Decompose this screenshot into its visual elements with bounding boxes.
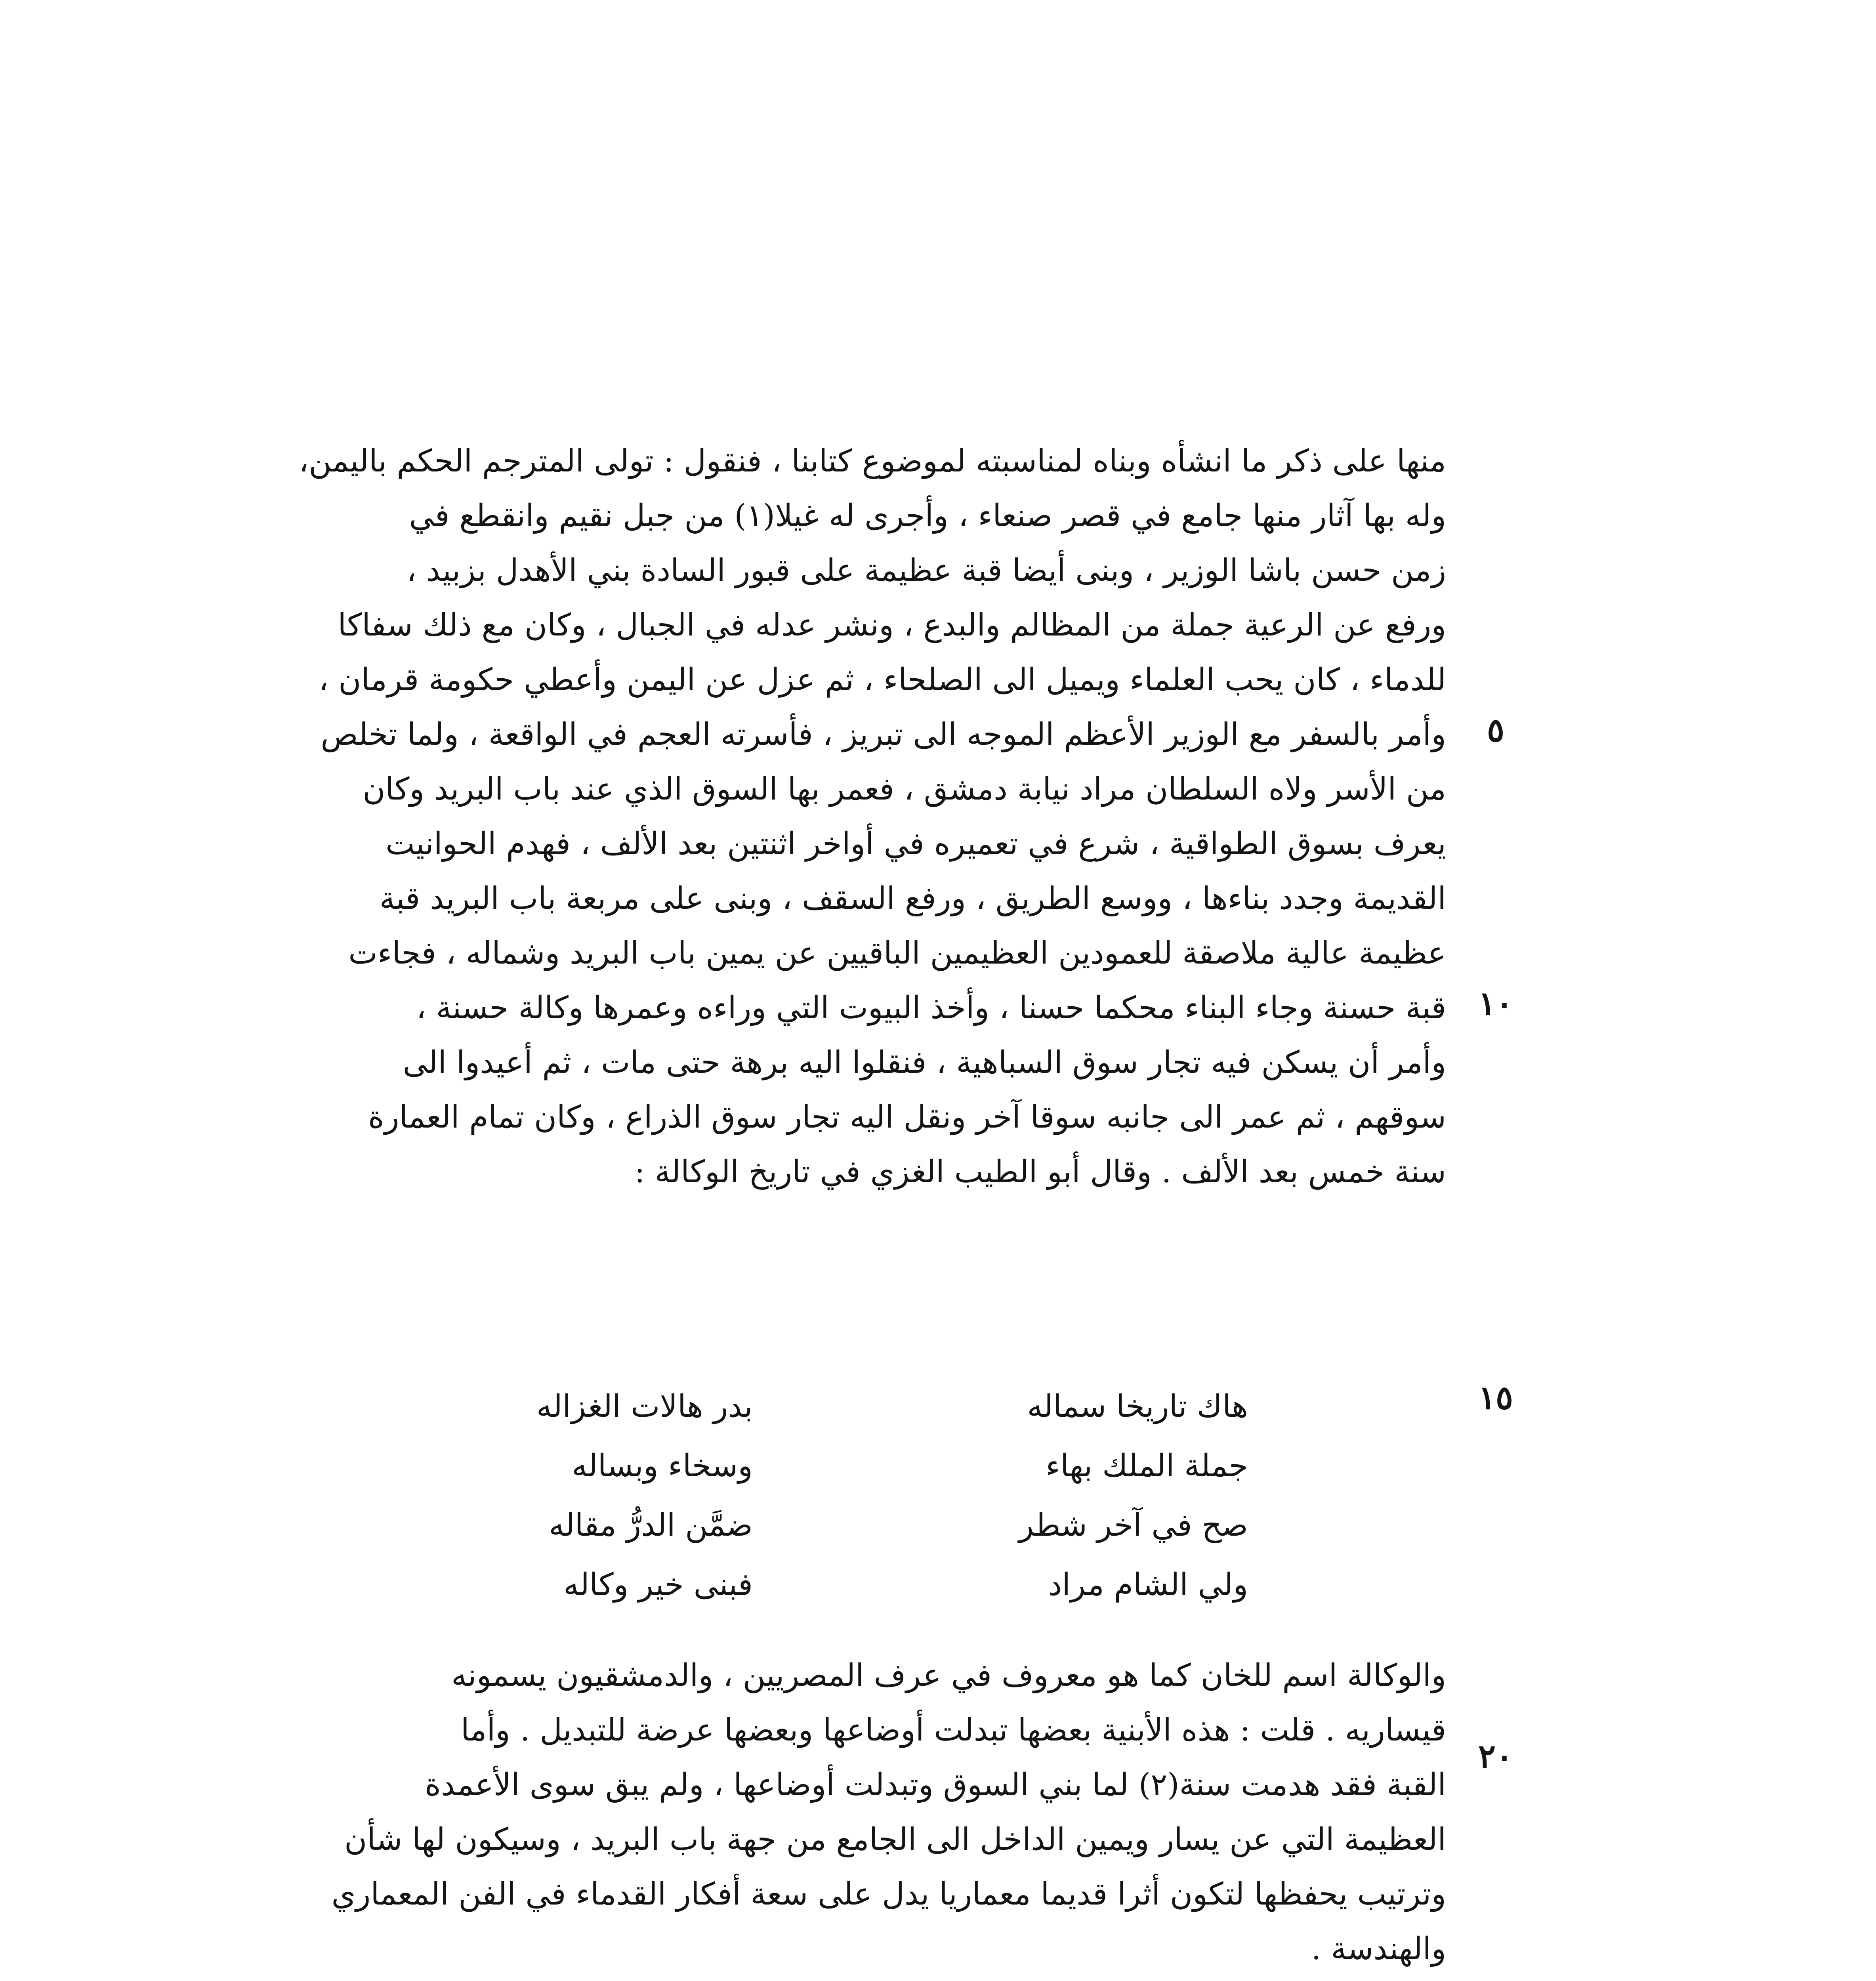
verse-second-hemistich: بدر هالات الغزاله: [536, 1389, 753, 1424]
poem-verses: [396, 1389, 1248, 1626]
text-line: يعرف بسوق الطواقية ، شرع في تعميره في أواخر اثنتين بعد الألف ، فهدم الحوانيت: [386, 826, 1446, 862]
text-line: والوكالة اسم للخان كما هو معروف في عرف المصريين ، والدمشقيون يسمونه: [451, 1658, 1446, 1693]
text-line: سوقهم ، ثم عمر الى جانبه سوقا آخر ونقل اليه تجار سوق الذراع ، وكان تمام العمارة: [368, 1099, 1446, 1135]
line-number: ٥: [1487, 711, 1505, 749]
text-line: زمن حسن باشا الوزير ، وبنى أيضا قبة عظيمة على قبور السادة بني الأهدل بزبيد ،: [406, 553, 1446, 588]
verse-second-hemistich: فبنى خير وكاله: [563, 1567, 753, 1603]
text-line: وله بها آثار منها جامع في قصر صنعاء ، وأجرى له غيلا(١) من جبل نقيم وانقطع في: [409, 498, 1446, 534]
text-line: وأمر أن يسكن فيه تجار سوق السباهية ، فنقلوا اليه برهة حتى مات ، ثم أعيدوا الى: [403, 1045, 1446, 1080]
verse-first-hemistich: ولي الشام مراد: [1048, 1567, 1248, 1603]
line-number: ٢٠: [1478, 1737, 1513, 1775]
verse: [396, 1389, 1248, 1448]
text-line: وترتيب يحفظها لتكون أثرا قديما معماريا يدل على سعة أفكار القدماء في الفن المعماري: [331, 1876, 1446, 1912]
text-line: عظيمة عالية ملاصقة للعمودين العظيمين الباقيين عن يمين باب البريد وشماله ، فجاءت: [348, 935, 1446, 971]
verse-first-hemistich: جملة الملك بهاء: [1046, 1448, 1248, 1484]
verse: [396, 1567, 1248, 1626]
text-line: العظيمة التي عن يسار ويمين الداخل الى الجامع من جهة باب البريد ، وسيكون لها شأن: [344, 1822, 1446, 1857]
text-line: قبة حسنة وجاء البناء محكما حسنا ، وأخذ البيوت التي وراءه وعمرها وكالة حسنة ،: [416, 990, 1446, 1026]
verse: [396, 1448, 1248, 1508]
paragraph-1: [206, 434, 1446, 1199]
verse-first-hemistich: صح في آخر شطر: [1019, 1508, 1248, 1543]
text-line: القبة فقد هدمت سنة(٢) لما بني السوق وتبدلت أوضاعها ، ولم يبق سوى الأعمدة: [425, 1767, 1446, 1803]
verse-first-hemistich: هاك تاريخا سماله: [1027, 1389, 1248, 1424]
text-line: منها على ذكر ما انشأه وبناه لمناسبته لموضوع كتابنا ، فنقول : تولى المترجم الحكم باليمن،: [299, 443, 1446, 479]
paragraph-2: [206, 1648, 1446, 1976]
text-line: من الأسر ولاه السلطان مراد نيابة دمشق ، فعمر بها السوق الذي عند باب البريد وكان: [363, 771, 1446, 807]
text-line: ورفع عن الرعية جملة من المظالم والبدع ، ونشر عدله في الجبال ، وكان مع ذلك سفاكا: [338, 607, 1446, 643]
verse-second-hemistich: ضمَّن الدرُّ مقاله: [549, 1508, 753, 1543]
text-line: القديمة وجدد بناءها ، ووسع الطريق ، ورفع السقف ، وبنى على مربعة باب البريد قبة: [379, 881, 1446, 916]
text-line: للدماء ، كان يحب العلماء ويميل الى الصلحاء ، ثم عزل عن اليمن وأعطي حكومة قرمان ،: [319, 662, 1446, 698]
text-line: والهندسة .: [1311, 1931, 1446, 1967]
line-number: ١٥: [1478, 1379, 1513, 1417]
verse-second-hemistich: وسخاء وبساله: [572, 1448, 753, 1484]
text-line: سنة خمس بعد الألف . وقال أبو الطيب الغزي في تاريخ الوكالة :: [634, 1154, 1446, 1190]
verse: [396, 1508, 1248, 1567]
text-line: قيساريه . قلت : هذه الأبنية بعضها تبدلت أوضاعها وبعضها عرضة للتبديل . وأما: [460, 1712, 1446, 1748]
line-number: ١٠: [1478, 985, 1513, 1023]
text-line: وأمر بالسفر مع الوزير الأعظم الموجه الى تبريز ، فأسرته العجم في الواقعة ، ولما تخلص: [321, 717, 1446, 752]
